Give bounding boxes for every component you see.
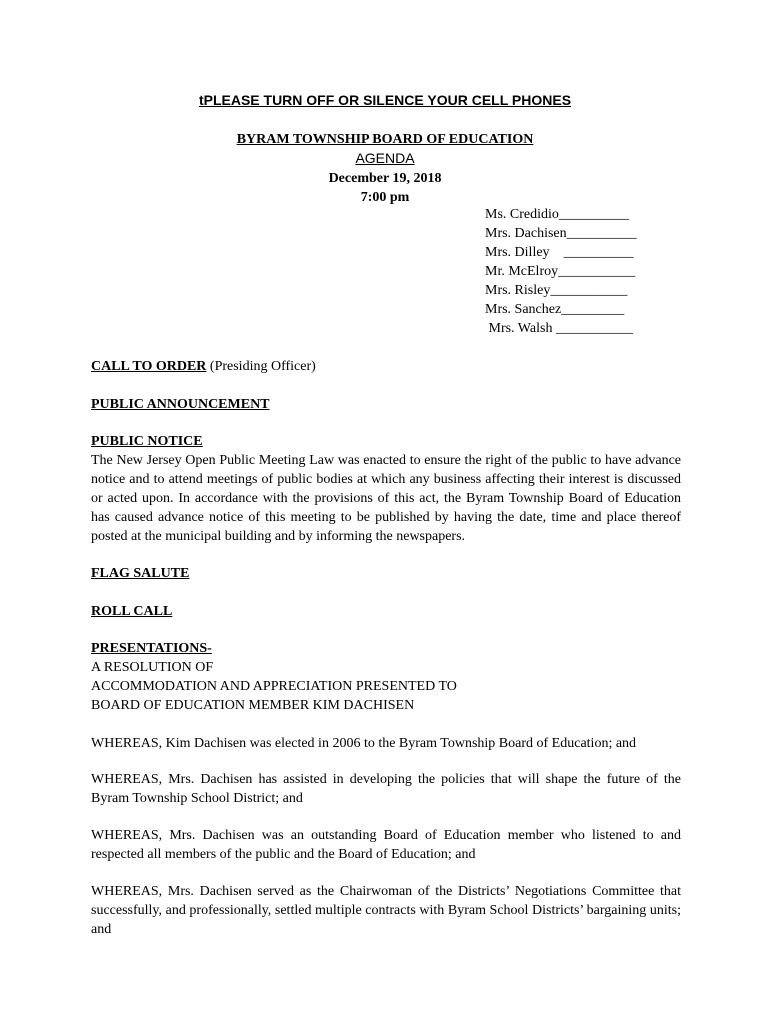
whereas-clause: WHEREAS, Mrs. Dachisen served as the Chairwoman of the Districts’ Negotiations Committee that successfully, and professionally, settled multiple contracts with Byram School Districts’ bargaining units; and	[91, 884, 681, 937]
document-type: AGENDA	[355, 150, 415, 166]
presentations-section	[91, 639, 681, 715]
roster-entry: Mrs. Dilley __________	[485, 245, 634, 260]
organization-name: BYRAM TOWNSHIP BOARD OF EDUCATION	[236, 132, 534, 147]
roster-entry: Ms. Credidio__________	[485, 207, 629, 222]
board-member-roster	[485, 205, 637, 338]
roster-entry: Mrs. Risley___________	[485, 283, 628, 298]
roll-call-heading: ROLL CALL	[91, 604, 173, 619]
roster-entry: Mrs. Walsh ___________	[485, 321, 633, 336]
whereas-clause: WHEREAS, Kim Dachisen was elected in 2006 to the Byram Township Board of Education; and	[91, 736, 637, 751]
roster-entry: Mrs. Dachisen__________	[485, 226, 637, 241]
call-to-order-note: (Presiding Officer)	[206, 359, 316, 374]
roster-entry: Mr. McElroy___________	[485, 264, 636, 279]
resolution-title-line: ACCOMMODATION AND APPRECIATION PRESENTED TO	[91, 679, 457, 694]
flag-salute-heading: FLAG SALUTE	[91, 566, 190, 581]
public-notice-text: The New Jersey Open Public Meeting Law was enacted to ensure the right of the public to have advance notice and to attend meetings of public bodies at which any business affecting their interest is discussed or acted upon. In accordance with the provisions of this act, the Byram Township Board of Education has caused advance notice of this meeting to be published by having the date, time and place thereof posted at the municipal building and by informing the newspapers.	[91, 453, 681, 544]
public-announcement-heading: PUBLIC ANNOUNCEMENT	[91, 397, 270, 412]
document-header	[0, 130, 770, 207]
meeting-date: December 19, 2018	[328, 171, 442, 186]
public-notice-section	[91, 432, 681, 546]
public-notice-heading: PUBLIC NOTICE	[91, 434, 203, 449]
presentations-heading: PRESENTATIONS-	[91, 641, 212, 656]
flag-salute-section	[91, 564, 681, 583]
call-to-order-section	[91, 357, 681, 376]
resolution-title-line: A RESOLUTION OF	[91, 660, 214, 675]
roster-entry: Mrs. Sanchez_________	[485, 302, 625, 317]
public-announcement-section	[91, 395, 681, 414]
whereas-clause: WHEREAS, Mrs. Dachisen was an outstanding Board of Education member who listened to and respected all members of the public and the Board of Education; and	[91, 828, 681, 862]
roll-call-section	[91, 602, 681, 621]
cell-phone-warning: tPLEASE TURN OFF OR SILENCE YOUR CELL PHONES	[198, 92, 572, 108]
whereas-clause: WHEREAS, Mrs. Dachisen has assisted in developing the policies that will shape the future of the Byram Township School District; and	[91, 772, 681, 806]
resolution-title-line: BOARD OF EDUCATION MEMBER KIM DACHISEN	[91, 698, 415, 713]
meeting-time: 7:00 pm	[360, 190, 410, 205]
call-to-order-heading: CALL TO ORDER	[91, 359, 207, 374]
